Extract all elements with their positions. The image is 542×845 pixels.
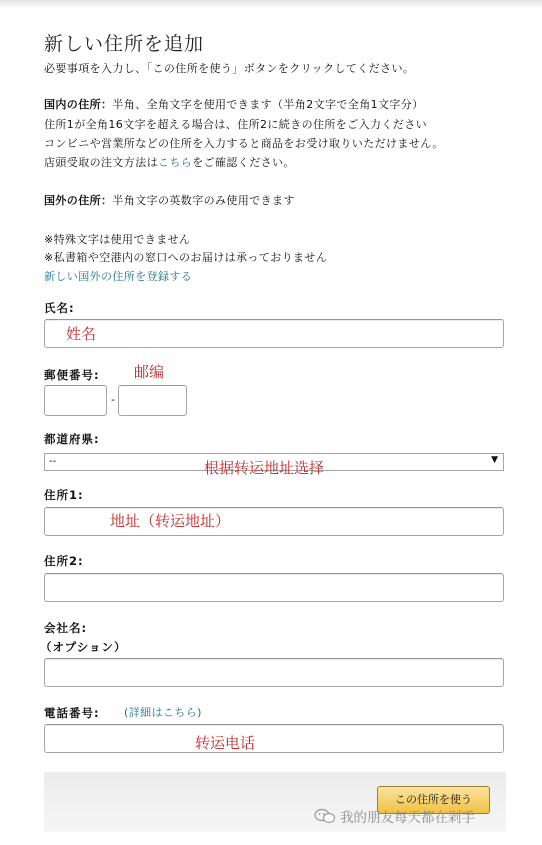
postal-annotation: 邮编: [134, 363, 165, 381]
prefecture-selected-value: --: [49, 456, 57, 467]
postal-separator: -: [111, 393, 116, 406]
note-special-chars: ※特殊文字は使用できません: [44, 233, 191, 246]
watermark-text: 我的朋友每天都在剁手: [340, 810, 475, 826]
overseas-line: [44, 194, 295, 208]
domestic-line4-prefix: 店頭受取の注文方法は: [44, 156, 158, 169]
overseas-label: 国外の住所：: [44, 194, 113, 207]
domestic-line4-suffix: をご確認ください。: [192, 156, 295, 169]
company-label: 会社名:: [44, 621, 88, 635]
note-po-box: ※私書箱や空港内の窓口へのお届けは承っておりません: [44, 251, 328, 264]
domestic-line1: [44, 98, 424, 112]
postal-label: 郵便番号:: [44, 368, 100, 382]
company-input[interactable]: [44, 658, 504, 687]
dropdown-arrow-icon: ▼: [491, 455, 498, 465]
address2-input[interactable]: [44, 573, 504, 602]
postal-code-second-input[interactable]: [118, 385, 187, 416]
store-pickup-link[interactable]: こちら: [158, 156, 193, 169]
domestic-label: 国内の住所：: [44, 98, 113, 111]
name-label: 氏名:: [44, 301, 75, 315]
watermark: [314, 806, 475, 828]
phone-details-open: (: [124, 706, 129, 719]
address1-label: 住所1:: [44, 488, 84, 502]
overseas-text: 半角文字の英数字のみ使用できます: [112, 194, 295, 207]
company-optional-label: （オプション）: [40, 640, 127, 654]
top-shadow: [0, 0, 542, 8]
phone-details-link[interactable]: 詳細はこちら: [128, 706, 198, 719]
phone-details-close: ): [197, 706, 202, 719]
domestic-line3: コンビニや営業所などの住所を入力すると商品をお受け取りいただけません。: [44, 137, 444, 150]
postal-code-first-input[interactable]: [44, 385, 107, 416]
intro-text: 必要事項を入力し、「この住所を使う」ボタンをクリックしてください。: [44, 62, 415, 75]
name-input[interactable]: [44, 319, 504, 348]
domestic-text: 半角、全角文字を使用できます（半角2文字で全角1文字分）: [112, 98, 424, 111]
name-annotation: 姓名: [66, 325, 97, 343]
prefecture-label: 都道府県:: [44, 432, 100, 446]
phone-label: 電話番号:: [44, 706, 100, 720]
phone-details: [124, 706, 202, 720]
domestic-line2: 住所1が全角16文字を超える場合は、住所2に続きの住所をご入力ください: [44, 118, 427, 131]
phone-annotation: 转运电话: [195, 734, 256, 752]
prefecture-annotation: 根据转运地址选择: [204, 459, 325, 477]
page-title: 新しい住所を追加: [44, 33, 205, 55]
domestic-line4: [44, 156, 295, 170]
phone-input[interactable]: [44, 724, 504, 753]
address2-label: 住所2:: [44, 554, 84, 568]
register-overseas-link[interactable]: 新しい国外の住所を登録する: [44, 270, 193, 283]
address1-annotation: 地址（转运地址）: [110, 512, 231, 530]
wechat-icon: [314, 808, 336, 828]
use-this-address-button[interactable]: この住所を使う: [377, 786, 490, 814]
